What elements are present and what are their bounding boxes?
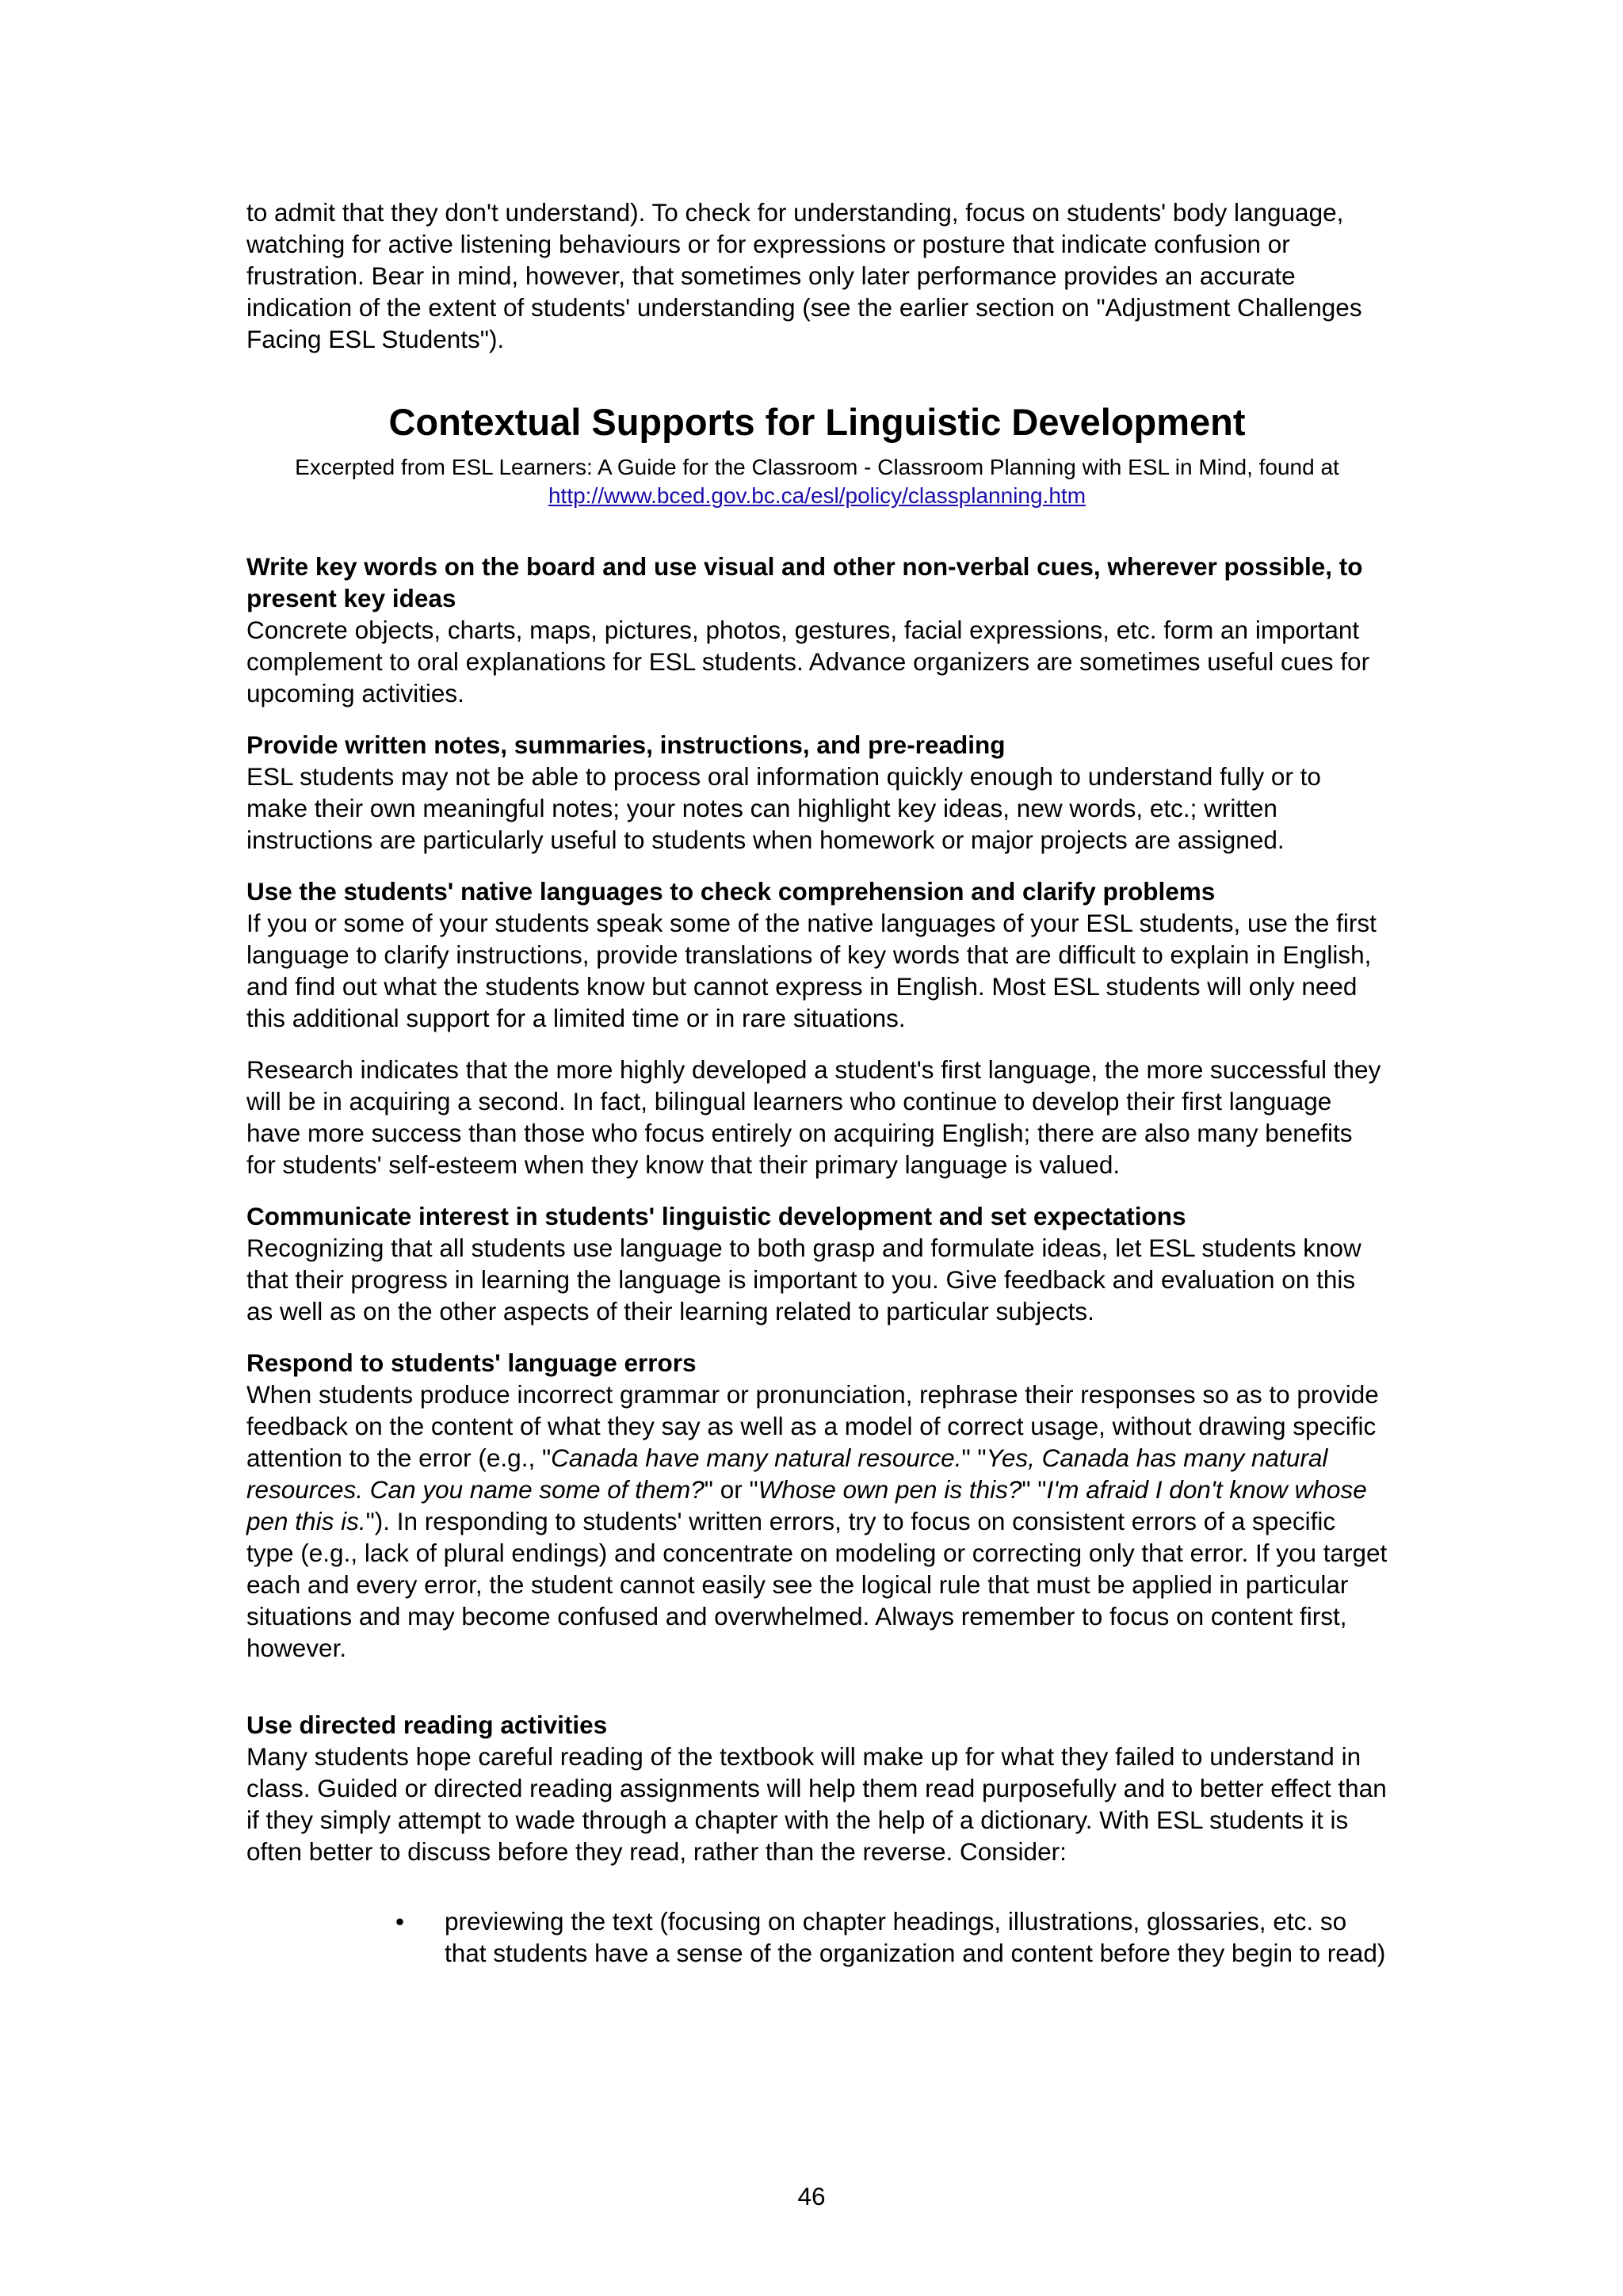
example-incorrect-1: Canada have many natural resource.	[551, 1444, 962, 1472]
section-body	[246, 1379, 1388, 1664]
section-native-languages	[246, 875, 1388, 1180]
section-language-errors	[246, 1347, 1388, 1664]
section-body: Concrete objects, charts, maps, pictures, photos, gestures, facial expressions, etc. form an important complement to oral explanations for ESL students. Advance organizers are sometimes useful cues for upcoming activities.	[246, 616, 1370, 707]
source-citation	[246, 453, 1388, 510]
body-text-part: "). In responding to students' written errors, try to focus on consistent errors of a specific type (e.g., lack of plural endings) and concentrate on modeling or correcting only that error. If you target each and every error, the student cannot easily see the logical rule that must be applied in particular situations and may become confused and overwhelmed. Always remember to focus on content first, however.	[246, 1507, 1388, 1662]
body-text-part: " "	[1022, 1475, 1047, 1504]
section-body: If you or some of your students speak some of the native languages of your ESL students, use the first language to clarify instructions, provide translations of key words that are difficult to explain in English, and find out what the students know but cannot express in English. Most ESL students will only need this additional support for a limited time or in rare situations.	[246, 909, 1377, 1032]
research-paragraph: Research indicates that the more highly developed a student's first language, the more successful they will be in acquiring a second. In fact, bilingual learners who continue to develop their first language have more success than those who focus entirely on acquiring English; there are also many benefits for students' self-esteem when they know that their primary language is valued.	[246, 1055, 1381, 1179]
list-item-text: previewing the text (focusing on chapter headings, illustrations, glossaries, etc. so that students have a sense of the organization and content before they begin to read)	[445, 1907, 1386, 1967]
section-written-notes	[246, 729, 1388, 856]
body-text-part: " "	[961, 1444, 987, 1472]
section-title: Use directed reading activities	[246, 1711, 608, 1739]
example-incorrect-2: Whose own pen is this?	[758, 1475, 1022, 1504]
source-link[interactable]: http://www.bced.gov.bc.ca/esl/policy/classplanning.htm	[548, 483, 1086, 508]
section-key-words	[246, 551, 1388, 709]
bullet-icon: •	[395, 1907, 405, 1936]
section-title: Use the students' native languages to check comprehension and clarify problems	[246, 877, 1216, 906]
document-page	[246, 196, 1388, 1969]
intro-paragraph: to admit that they don't understand). To check for understanding, focus on students' body language, watching for active listening behaviours or for expressions or posture that indicate confusion or frustration. Bear in mind, however, that sometimes only later performance provides an accurate indication of the extent of students' understanding (see the earlier section on "Adjustment Challenges Facing ESL Students").	[246, 198, 1362, 353]
section-title: Provide written notes, summaries, instructions, and pre-reading	[246, 730, 1006, 759]
section-title: Communicate interest in students' linguistic development and set expectations	[246, 1202, 1186, 1230]
section-directed-reading	[246, 1709, 1388, 1969]
example-corrected-2: I'm afraid I don't know whose pen this is.	[246, 1475, 1367, 1535]
section-title: Write key words on the board and use visual and other non-verbal cues, wherever possible, to present key ideas	[246, 552, 1363, 612]
section-body: Many students hope careful reading of the textbook will make up for what they failed to understand in class. Guided or directed reading assignments will help them read purposefully and to better effect than if they simply attempt to wade through a chapter with the help of a dictionary. With ESL students it is often better to discuss before they read, rather than the reverse. Consider:	[246, 1742, 1387, 1866]
section-body: Recognizing that all students use language to both grasp and formulate ideas, let ESL students know that their progress in learning the language is important to you. Give feedback and evaluation on this as well as on the other aspects of their learning related to particular subjects.	[246, 1234, 1361, 1325]
body-text-part: When students produce incorrect grammar or pronunciation, rephrase their responses so as to provide feedback on the content of what they say as well as a model of correct usage, without drawing specific attention to the error (e.g., "	[246, 1380, 1379, 1472]
section-title: Respond to students' language errors	[246, 1348, 697, 1377]
section-interest	[246, 1200, 1388, 1327]
list-item	[395, 1905, 1388, 1969]
example-corrected-1: Yes, Canada has many natural resources. Can you name some of them?	[246, 1444, 1328, 1504]
section-body: ESL students may not be able to process oral information quickly enough to understand fully or to make their own meaningful notes; your notes can highlight key ideas, new words, etc.; written instructions are particularly useful to students when homework or major projects are assigned.	[246, 762, 1321, 854]
page-number: 46	[797, 2182, 826, 2210]
consider-list	[246, 1905, 1388, 1969]
body-text-part: " or "	[704, 1475, 758, 1504]
page-title: Contextual Supports for Linguistic Development	[388, 401, 1246, 443]
source-text: Excerpted from ESL Learners: A Guide for the Classroom - Classroom Planning with ESL in Mind, found at	[295, 455, 1339, 479]
